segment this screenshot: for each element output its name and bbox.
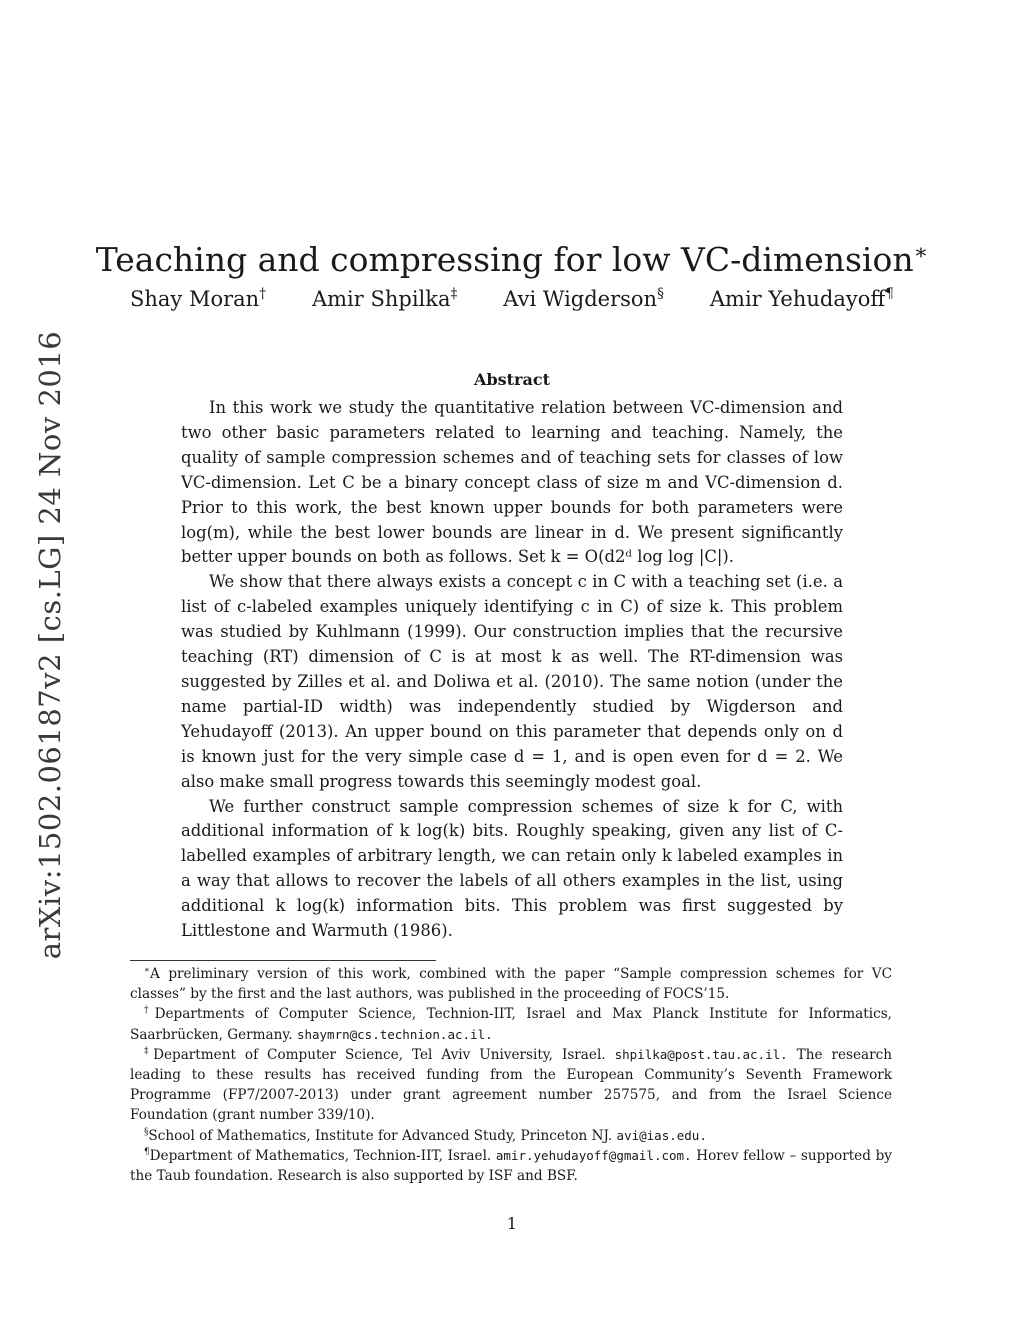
author-mark: †	[259, 286, 267, 302]
footnote-mark: †	[144, 1005, 155, 1016]
paper-title-text: Teaching and compressing for low VC-dimension	[95, 240, 914, 280]
email-address[interactable]: shaymrn@cs.technion.ac.il.	[296, 1026, 493, 1042]
footnote-mark: §	[144, 1127, 149, 1138]
author	[503, 287, 664, 311]
author-mark: ‡	[450, 286, 458, 302]
email-address[interactable]: avi@ias.edu.	[616, 1127, 707, 1143]
arxiv-side-stamp: arXiv:1502.06187v2 [cs.LG] 24 Nov 2016	[33, 330, 67, 960]
footnote-mark: ∗	[144, 965, 151, 976]
author-mark: §	[657, 286, 664, 302]
abstract-heading: Abstract	[474, 370, 550, 389]
footnote-rule	[130, 960, 436, 961]
abstract-paragraph: We further construct sample compression schemes of size k for C, with additional information of k log(k) bits. Roughly speaking, given any list of C-labelled examples of arbitrary length, we can retain only k labeled examples in a way that allows to recover the labels of all others examples in the list, using additional k log(k) information bits. This problem was first suggested by Littlestone and Warmuth (1986).	[181, 796, 843, 941]
footnote-text: Department of Mathematics, Technion-IIT, Israel.	[149, 1147, 496, 1164]
author-name: Amir Yehudayoff	[709, 287, 886, 311]
author	[710, 287, 894, 311]
footnote-mark: ‡	[144, 1046, 154, 1057]
page-number: 1	[506, 1214, 518, 1233]
abstract-paragraph: In this work we study the quantitative relation between VC-dimension and two other basic parameters related to learning and teaching. Namely, the quality of sample compression schemes and of teaching sets for classes of low VC-dimension. Let C be a binary concept class of size m and VC-dimension d. Prior to this work, the best known upper bounds for both parameters were log(m), while the best lower bounds are linear in d. We present significantly better upper bounds on both as follows. Set k = O(d2ᵈ log log |C|).	[181, 398, 843, 567]
footnote-text: Department of Computer Science, Tel Aviv University, Israel.	[153, 1046, 615, 1063]
footnote	[130, 1146, 892, 1186]
footnote-text: School of Mathematics, Institute for Advanced Study, Princeton NJ.	[148, 1127, 617, 1144]
footnote	[130, 1004, 892, 1044]
footnote	[130, 1045, 892, 1126]
email-address[interactable]: shpilka@post.tau.ac.il.	[614, 1046, 788, 1062]
author	[312, 287, 457, 311]
author-list	[130, 287, 894, 311]
author	[130, 287, 266, 311]
email-address[interactable]: amir.yehudayoff@gmail.com.	[495, 1147, 692, 1163]
footnote	[130, 1126, 892, 1146]
title-footnote-mark: ∗	[913, 240, 929, 266]
footnote-text: A preliminary version of this work, combined with the paper “Sample compression schemes for VC classes” by the first and the last authors, was published in the proceeding of FOCS’15.	[130, 966, 892, 1003]
footnote-mark: ¶	[144, 1147, 150, 1158]
footnotes	[130, 964, 892, 1186]
abstract-body	[181, 396, 843, 944]
footnote-text: Departments of Computer Science, Technion-IIT, Israel and Max Planck Institute for Informatics, Saarbrücken, Germany.	[130, 1006, 892, 1043]
paper-title	[0, 240, 1024, 279]
footnote	[130, 964, 892, 1004]
abstract-paragraph: We show that there always exists a concept c in C with a teaching set (i.e. a list of c-labeled examples uniquely identifying c in C) of size k. This problem was studied by Kuhlmann (1999). Our construction implies that the recursive teaching (RT) dimension of C is at most k as well. The RT-dimension was suggested by Zilles et al. and Doliwa et al. (2010). The same notion (under the name partial-ID width) was independently studied by Wigderson and Yehudayoff (2013). An upper bound on this parameter that depends only on d is known just for the very simple case d = 1, and is open even for d = 2. We also make small progress towards this seemingly modest goal.	[181, 572, 843, 791]
author-name: Amir Shpilka	[311, 287, 451, 311]
author-name: Avi Wigderson	[503, 287, 658, 311]
footnote-text-after: The research leading to these results has received funding from the European Community’s Seventh Framework Programme (FP7/2007-2013) under grant agreement number 257575, and from the Israel Science Foundation (grant number 339/10).	[130, 1046, 893, 1124]
footnote-text-after: Horev fellow – supported by the Taub foundation. Research is also supported by ISF and BSF.	[130, 1147, 892, 1185]
author-name: Shay Moran	[130, 287, 260, 311]
author-mark: ¶	[885, 286, 894, 302]
